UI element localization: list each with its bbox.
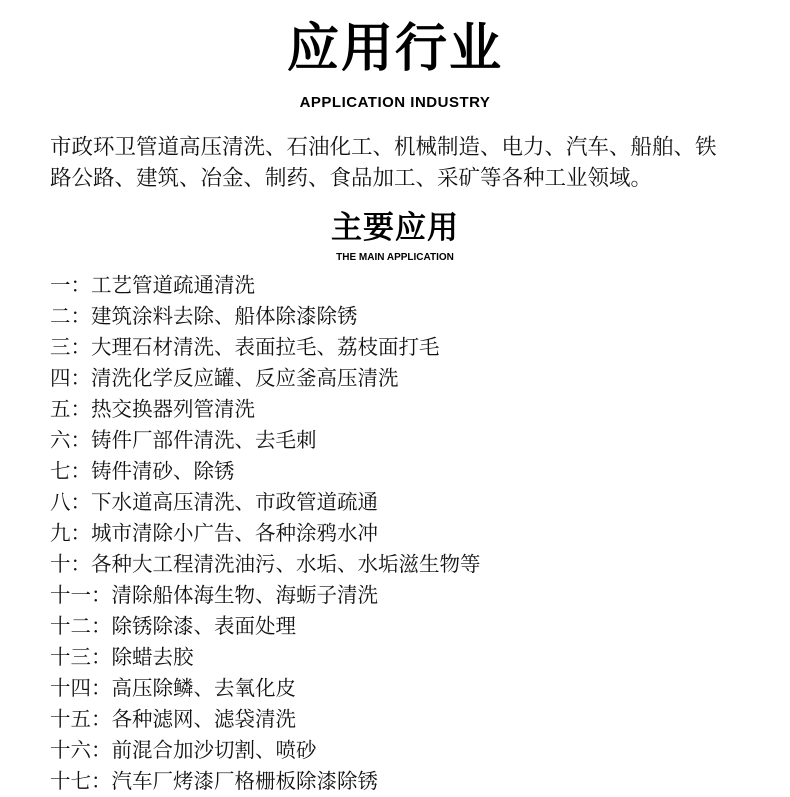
list-item-separator: ：: [91, 769, 112, 793]
list-item-separator: ：: [70, 366, 91, 390]
list-item-separator: ：: [91, 707, 112, 731]
list-item-number: 十一: [50, 583, 91, 607]
application-list: [50, 270, 770, 797]
list-item-text: 除锈除漆、表面处理: [111, 614, 296, 638]
section-title: 主要应用: [331, 210, 459, 246]
list-item: [50, 487, 770, 518]
list-item-text: 汽车厂烤漆厂格栅板除漆除锈: [111, 769, 378, 793]
list-item-separator: ：: [91, 676, 112, 700]
list-item: [50, 642, 770, 673]
list-item-separator: ：: [70, 397, 91, 421]
list-item-text: 城市清除小广告、各种涂鸦水冲: [91, 521, 378, 545]
list-item-number: 十四: [50, 676, 91, 700]
list-item-number: 四: [50, 366, 71, 390]
list-item-number: 十: [50, 552, 71, 576]
list-item-text: 下水道高压清洗、市政管道疏通: [91, 490, 378, 514]
page-subtitle: APPLICATION INDUSTRY: [299, 94, 491, 111]
list-item-text: 除蜡去胶: [111, 645, 194, 669]
list-item: [50, 611, 770, 642]
list-item: [50, 270, 770, 301]
list-item-separator: ：: [70, 552, 91, 576]
list-item: [50, 363, 770, 394]
list-item-number: 九: [50, 521, 71, 545]
list-item-separator: ：: [91, 583, 112, 607]
list-item-separator: ：: [70, 521, 91, 545]
list-item-number: 五: [50, 397, 71, 421]
list-item: [50, 425, 770, 456]
list-item-number: 八: [50, 490, 71, 514]
list-item-text: 大理石材清洗、表面拉毛、荔枝面打毛: [91, 335, 440, 359]
list-item-number: 一: [50, 273, 71, 297]
list-item-separator: ：: [70, 490, 91, 514]
list-item-number: 十七: [50, 769, 91, 793]
list-item-text: 建筑涂料去除、船体除漆除锈: [91, 304, 358, 328]
list-item-separator: ：: [70, 304, 91, 328]
list-item-number: 十六: [50, 738, 91, 762]
list-item: [50, 394, 770, 425]
list-item-number: 十二: [50, 614, 91, 638]
intro-line: 路公路、建筑、冶金、制药、食品加工、采矿等各种工业领域。: [50, 166, 653, 191]
list-item-text: 工艺管道疏通清洗: [91, 273, 255, 297]
list-item: [50, 518, 770, 549]
intro-line: 市政环卫管道高压清洗、石油化工、机械制造、电力、汽车、船舶、铁: [50, 135, 717, 160]
list-item-number: 三: [50, 335, 71, 359]
intro-paragraph: [50, 132, 750, 194]
list-item-text: 清洗化学反应罐、反应釜高压清洗: [91, 366, 399, 390]
list-item-text: 各种大工程清洗油污、水垢、水垢滋生物等: [91, 552, 481, 576]
list-item: [50, 456, 770, 487]
list-item-separator: ：: [91, 738, 112, 762]
list-item: [50, 673, 770, 704]
list-item: [50, 332, 770, 363]
list-item: [50, 580, 770, 611]
list-item-separator: ：: [70, 335, 91, 359]
list-item-number: 七: [50, 459, 71, 483]
list-item-text: 前混合加沙切割、喷砂: [111, 738, 317, 762]
list-item: [50, 549, 770, 580]
list-item-number: 十五: [50, 707, 91, 731]
section-subtitle: THE MAIN APPLICATION: [336, 252, 454, 263]
list-item-text: 铸件厂部件清洗、去毛刺: [91, 428, 317, 452]
list-item-separator: ：: [91, 614, 112, 638]
list-item-number: 十三: [50, 645, 91, 669]
list-item-number: 二: [50, 304, 71, 328]
list-item-text: 高压除鳞、去氧化皮: [111, 676, 296, 700]
list-item-text: 清除船体海生物、海蛎子清洗: [111, 583, 378, 607]
list-item: [50, 766, 770, 797]
list-item: [50, 704, 770, 735]
page-title: 应用行业: [286, 19, 503, 79]
list-item: [50, 735, 770, 766]
list-item-text: 铸件清砂、除锈: [91, 459, 235, 483]
list-item-text: 热交换器列管清洗: [91, 397, 255, 421]
list-item-separator: ：: [70, 428, 91, 452]
list-item-separator: ：: [70, 273, 91, 297]
list-item-number: 六: [50, 428, 71, 452]
list-item-separator: ：: [70, 459, 91, 483]
list-item: [50, 301, 770, 332]
list-item-separator: ：: [91, 645, 112, 669]
list-item-text: 各种滤网、滤袋清洗: [111, 707, 296, 731]
